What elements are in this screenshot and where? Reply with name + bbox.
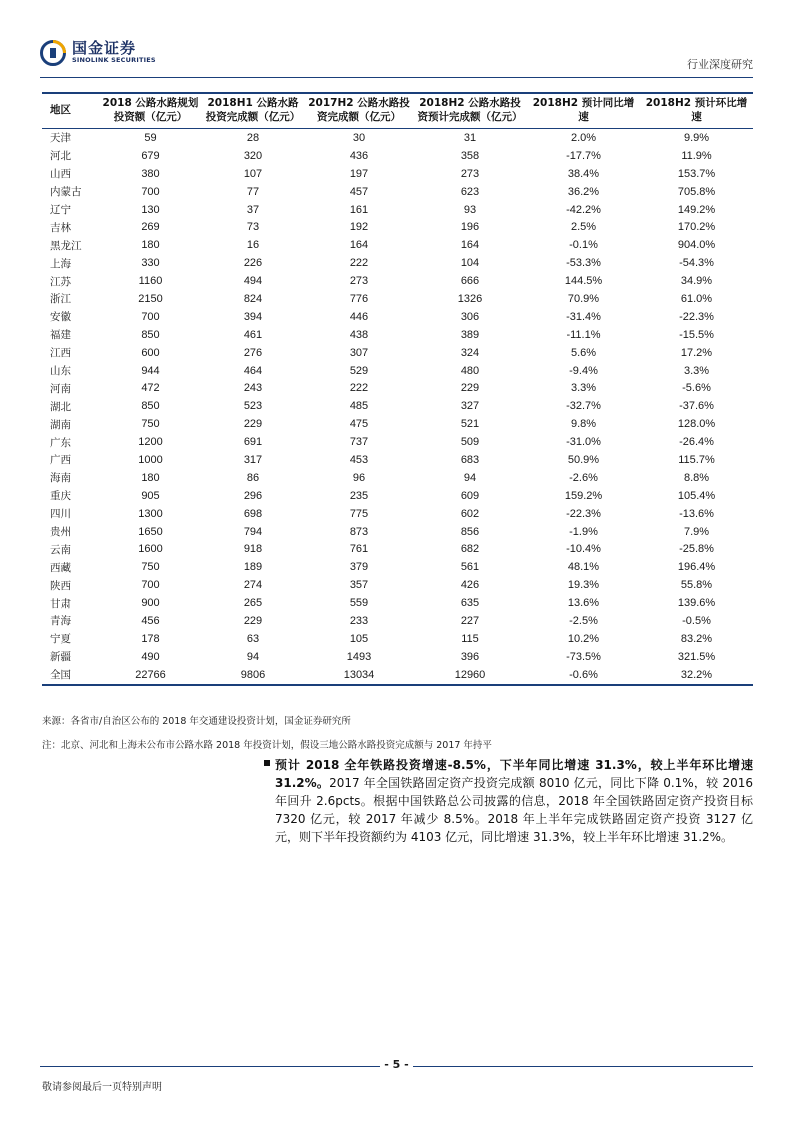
sinolink-logo-icon [40,40,66,66]
value-cell: 873 [349,525,369,538]
region-cell: 广东 [50,436,71,449]
value-cell: 1650 [138,525,163,538]
value-cell: 276 [243,346,263,359]
value-cell: 192 [349,221,369,234]
square-bullet-icon [264,760,270,766]
table-row [42,594,753,612]
value-cell: 13.6% [567,597,600,610]
table-row [42,290,753,308]
region-cell: 海南 [50,472,71,485]
value-cell: 222 [349,257,369,270]
value-cell: 357 [349,579,369,592]
value-cell: 22766 [100,666,201,685]
table-row [42,326,753,344]
value-cell: 438 [349,328,369,341]
value-cell: 396 [460,650,480,663]
value-cell: 426 [460,579,480,592]
value-cell: 461 [243,328,263,341]
region-cell: 山西 [50,168,71,181]
region-cell: 西藏 [50,561,71,574]
value-cell: 850 [141,328,160,341]
value-cell: 9806 [201,666,305,685]
value-cell: 59 [144,131,157,144]
value-cell: 48.1% [567,561,600,574]
value-cell: 918 [243,543,263,556]
table-body [42,129,753,685]
value-cell: 761 [349,543,369,556]
value-cell: -0.5% [682,614,711,627]
value-cell: 229 [460,382,480,395]
value-cell: 682 [460,543,480,556]
value-cell: 900 [141,597,160,610]
value-cell: 436 [349,149,369,162]
header-divider [40,77,753,78]
value-cell: 379 [349,561,369,574]
value-cell: 115.7% [678,453,715,466]
region-cell: 吉林 [50,221,71,234]
value-cell: 3.3% [570,382,597,395]
value-cell: 31 [463,131,477,144]
value-cell: 180 [141,471,160,484]
value-cell: 750 [141,561,160,574]
value-cell: 12960 [413,666,527,685]
value-cell: 50.9% [567,453,600,466]
region-cell: 甘肃 [50,597,71,610]
table-row [42,236,753,254]
value-cell: 83.2% [680,632,713,645]
value-cell: 17.2% [680,346,713,359]
value-cell: 683 [460,453,480,466]
table-row [42,362,753,380]
region-cell: 宁夏 [50,633,71,646]
table-row [42,415,753,433]
page-number-text: - 5 - [380,1058,412,1071]
value-cell: 509 [460,436,480,449]
region-cell: 江西 [50,347,71,360]
value-cell: 161 [349,203,369,216]
table-row [42,218,753,236]
region-cell: 贵州 [50,526,71,539]
value-cell: 700 [141,579,160,592]
value-cell: -25.8% [679,543,714,556]
value-cell: -10.4% [566,543,601,556]
region-cell: 云南 [50,543,71,556]
value-cell: 324 [460,346,480,359]
table-row [42,487,753,505]
value-cell: 737 [349,436,369,449]
value-cell: -32.7% [566,400,601,413]
value-cell: 2.5% [570,221,597,234]
value-cell: 28 [246,131,260,144]
table-row [42,630,753,648]
value-cell: 904.0% [677,239,716,252]
value-cell: -13.6% [679,507,714,520]
value-cell: 521 [460,418,480,431]
value-cell: 139.6% [677,597,716,610]
value-cell: 77 [246,185,260,198]
disclaimer-text: 敬请参阅最后一页特别声明 [42,1082,162,1093]
value-cell: 776 [349,292,369,305]
value-cell: 86 [246,471,260,484]
value-cell: 107 [243,167,263,180]
investment-table [42,92,753,686]
value-cell: 153.7% [677,167,716,180]
value-cell: 63 [246,632,260,645]
value-cell: 944 [141,364,160,377]
table-row [42,147,753,165]
value-cell: 197 [349,167,369,180]
value-cell: 34.9% [680,275,713,288]
table-header-row [42,93,753,129]
table-row [42,469,753,487]
table-note: 注：北京、河北和上海未公布市公路水路 2018 年投资计划，假设三地公路水路投资完成额与 2017 年持平 [42,740,492,751]
region-cell: 湖北 [50,400,71,413]
region-cell: 河北 [50,150,71,163]
value-cell: 105.4% [677,489,716,502]
value-cell: 775 [349,507,369,520]
value-cell: -26.4% [679,436,714,449]
value-cell: 5.6% [570,346,597,359]
value-cell: 7.9% [683,525,710,538]
column-header: 2018 公路水路规划投资额（亿元） [100,93,201,129]
value-cell: 13034 [305,666,413,685]
report-type-label: 行业深度研究 [687,58,753,71]
column-header: 2018H2 预计环比增速 [640,93,753,129]
value-cell: 73 [246,221,260,234]
value-cell: -0.6% [527,666,640,685]
value-cell: 274 [243,579,263,592]
page-header [40,0,753,80]
region-cell: 上海 [50,257,71,270]
value-cell: -11.1% [566,328,601,341]
value-cell: 523 [243,400,263,413]
value-cell: 464 [243,364,263,377]
value-cell: 494 [243,275,263,288]
value-cell: 94 [246,650,260,663]
value-cell: 794 [243,525,263,538]
value-cell: -2.5% [569,614,598,627]
column-header: 2018H2 预计同比增速 [527,93,640,129]
region-cell: 辽宁 [50,204,71,216]
value-cell: -54.3% [679,257,714,270]
region-cell: 陕西 [50,579,71,592]
region-cell: 河南 [50,382,71,395]
value-cell: 330 [141,257,160,270]
table-row [42,648,753,666]
table-row [42,523,753,541]
region-cell: 浙江 [50,293,71,306]
table-row [42,576,753,594]
investment-table-container [42,92,753,686]
value-cell: 9.8% [570,418,597,431]
value-cell: 2.0% [570,131,597,144]
value-cell: 93 [463,203,477,216]
value-cell: -42.2% [566,203,601,216]
value-cell: 475 [349,418,369,431]
value-cell: 698 [243,507,263,520]
value-cell: 265 [243,597,263,610]
value-cell: 3.3% [683,364,710,377]
value-cell: 561 [460,561,480,574]
table-row [42,129,753,147]
value-cell: 229 [243,418,263,431]
value-cell: 1493 [346,650,372,663]
value-cell: -31.4% [566,310,601,323]
value-cell: 389 [460,328,480,341]
region-cell: 四川 [50,508,71,521]
value-cell: 1000 [138,453,163,466]
table-row [42,201,753,219]
value-cell: 38.4% [567,167,600,180]
table-row [42,165,753,183]
value-cell: -31.0% [566,436,601,449]
value-cell: 856 [460,525,480,538]
table-row [42,272,753,290]
table-row [42,433,753,451]
table-row [42,558,753,576]
value-cell: 1160 [138,275,163,288]
value-cell: 905 [141,489,160,502]
column-header: 2017H2 公路水路投资完成额（亿元） [305,93,413,129]
value-cell: 609 [460,489,480,502]
value-cell: 635 [460,597,480,610]
value-cell: 96 [352,471,366,484]
page-number [0,1058,793,1071]
value-cell: 750 [141,418,160,431]
value-cell: -1.9% [569,525,598,538]
value-cell: 1326 [457,292,483,305]
table-row [42,451,753,469]
value-cell: 229 [243,614,263,627]
value-cell: 1300 [138,507,163,520]
value-cell: -37.6% [679,400,714,413]
value-cell: 457 [349,185,369,198]
column-header: 2018H1 公路水路投资完成额（亿元） [201,93,305,129]
value-cell: 128.0% [677,418,716,431]
value-cell: 196.4% [677,561,716,574]
company-logo [40,40,156,66]
value-cell: 456 [141,614,160,627]
region-cell: 福建 [50,329,71,342]
value-cell: 679 [141,149,160,162]
logo-name-en: SINOLINK SECURITIES [72,56,156,64]
value-cell: 8.8% [683,471,710,484]
value-cell: -2.6% [569,471,598,484]
value-cell: 824 [243,292,263,305]
value-cell: 320 [243,149,263,162]
value-cell: 306 [460,310,480,323]
value-cell: 485 [349,400,369,413]
value-cell: 321.5% [677,650,716,663]
value-cell: 317 [243,453,263,466]
region-cell: 重庆 [50,490,71,503]
table-row [42,397,753,415]
table-row [42,254,753,272]
value-cell: 115 [461,632,479,645]
value-cell: -53.3% [566,257,601,270]
table-row [42,666,753,685]
value-cell: 170.2% [677,221,716,234]
value-cell: 233 [349,614,369,627]
value-cell: -0.1% [569,239,598,252]
value-cell: 307 [349,346,369,359]
bullet-text [275,756,753,846]
value-cell: 705.8% [677,185,716,198]
value-cell: 11.9% [681,149,712,162]
region-cell: 全国 [42,666,100,685]
value-cell: 105 [349,632,369,645]
value-cell: 130 [141,203,160,216]
logo-name-cn: 国金证券 [72,39,137,57]
value-cell: 480 [460,364,480,377]
value-cell: 273 [349,275,369,288]
value-cell: 602 [460,507,480,520]
value-cell: 164 [349,239,369,252]
value-cell: 164 [460,239,480,252]
value-cell: 70.9% [567,292,600,305]
value-cell: 149.2% [677,203,716,216]
table-row [42,612,753,630]
value-cell: 180 [141,239,160,252]
value-cell: 226 [243,257,263,270]
value-cell: 1200 [138,436,163,449]
value-cell: 446 [349,310,369,323]
value-cell: 16 [246,239,260,252]
value-cell: 666 [460,275,480,288]
region-cell: 广西 [50,454,71,467]
value-cell: 55.8% [680,579,713,592]
region-cell: 黑龙江 [50,239,82,252]
value-cell: 850 [141,400,160,413]
value-cell: 61.0% [680,292,713,305]
value-cell: 453 [349,453,369,466]
value-cell: 559 [349,597,369,610]
region-cell: 山东 [50,365,71,378]
value-cell: 144.5% [564,275,603,288]
value-cell: 380 [141,167,160,180]
value-cell: -22.3% [566,507,601,520]
value-cell: 30 [352,131,366,144]
table-row [42,308,753,326]
region-cell: 新疆 [50,651,71,664]
region-cell: 青海 [50,615,71,628]
value-cell: 2150 [138,292,163,305]
value-cell: 19.3% [567,579,600,592]
column-header: 2018H2 公路水路投资预计完成额（亿元） [413,93,527,129]
value-cell: 32.2% [640,666,753,685]
table-row [42,183,753,201]
value-cell: -15.5% [679,328,714,341]
value-cell: 327 [460,400,480,413]
value-cell: 189 [243,561,263,574]
value-cell: 691 [243,436,263,449]
value-cell: 700 [141,185,160,198]
region-cell: 内蒙古 [50,186,82,199]
table-row [42,344,753,362]
value-cell: -5.6% [682,382,711,395]
bullet-paragraph [275,756,753,846]
value-cell: 700 [141,310,160,323]
value-cell: 269 [141,221,160,234]
value-cell: 227 [460,614,480,627]
value-cell: 358 [460,149,480,162]
region-cell: 安徽 [50,311,71,324]
value-cell: 10.2% [567,632,600,645]
region-cell: 湖南 [50,418,71,431]
value-cell: 394 [243,310,263,323]
value-cell: 36.2% [567,185,600,198]
value-cell: -9.4% [569,364,598,377]
value-cell: 178 [141,632,160,645]
value-cell: 296 [243,489,263,502]
column-header: 地区 [42,93,100,129]
bullet-headline: 预计 2018 全年铁路投资增速-8.5%，下半年同比增速 31.3%，较上半年环比增速 31.2%。 [275,758,753,790]
value-cell: 94 [463,471,477,484]
value-cell: 243 [243,382,263,395]
value-cell: 472 [141,382,160,395]
value-cell: 37 [246,203,260,216]
table-source: 来源：各省市/自治区公布的 2018 年交通建设投资计划，国金证券研究所 [42,716,351,727]
value-cell: 490 [141,650,160,663]
value-cell: 159.2% [564,489,603,502]
value-cell: 600 [141,346,160,359]
value-cell: 104 [460,257,480,270]
value-cell: -73.5% [566,650,601,663]
value-cell: 235 [349,489,369,502]
value-cell: -22.3% [679,310,714,323]
value-cell: -17.7% [566,149,601,162]
bullet-body: 2017 年全国铁路固定资产投资完成额 8010 亿元，同比下降 0.1%，较 2016 年回升 2.6pcts。根据中国铁路总公司披露的信息，2018 年全国铁路固定资产投资目标 7320 亿元，较 2017 年减少 8.5%。2018 年上半年完成铁路固定资产投资 3127 亿元，则下半年投资额约为 4103 亿元，同比增速 31.3%，较上半年环比增速 31.2%。 [275,776,753,844]
table-row [42,379,753,397]
table-row [42,540,753,558]
region-cell: 天津 [50,132,71,145]
value-cell: 222 [349,382,369,395]
value-cell: 529 [349,364,369,377]
value-cell: 623 [460,185,480,198]
value-cell: 1600 [138,543,163,556]
value-cell: 273 [460,167,480,180]
region-cell: 江苏 [50,275,71,288]
table-row [42,505,753,523]
value-cell: 9.9% [683,131,710,144]
value-cell: 196 [460,221,480,234]
